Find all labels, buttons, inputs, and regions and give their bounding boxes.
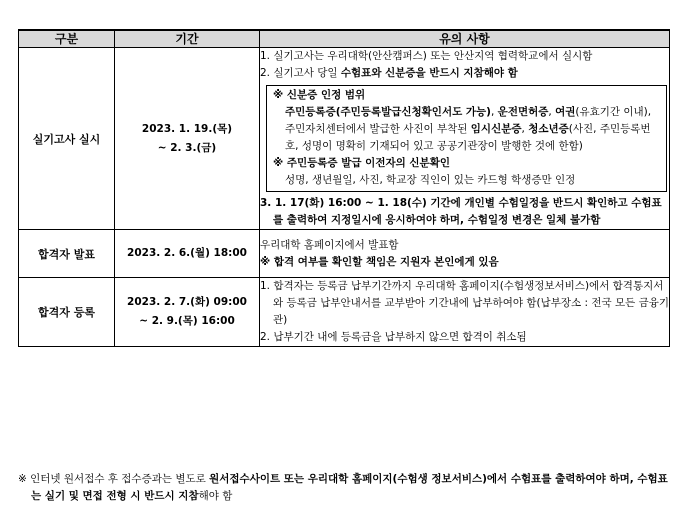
row-category: 합격자 발표 (19, 230, 115, 278)
footer-plain: 해야 함 (198, 490, 233, 502)
box-heading: ※ 신분증 인정 범위 (273, 89, 366, 101)
row-period (115, 278, 260, 347)
footer-emphasis: 원서접수사이트 또는 우리대학 홈페이지(수험생 정보서비스)에서 수험표를 출력하여야 하며, 수험표는 실기 및 면접 전형 시 반드시 지참 (31, 473, 668, 502)
period-line: ~ 2. 9.(목) 16:00 (139, 315, 235, 327)
row-notes (260, 278, 670, 347)
header-period: 기간 (115, 30, 260, 48)
schedule-table (18, 29, 670, 347)
box-body (273, 104, 660, 155)
id-type: 임시신분증 (470, 123, 522, 135)
footer-note (18, 471, 670, 505)
note-item (260, 65, 669, 82)
box-text: , (490, 106, 498, 118)
table-header-row (19, 30, 670, 48)
box-text: , (548, 106, 556, 118)
table-row (19, 230, 670, 278)
table-row (19, 48, 670, 230)
note-text: 2. 실기고사 당일 (260, 67, 341, 79)
note-item: 2. 납부기간 내에 등록금을 납부하지 않으면 합격이 취소됨 (260, 331, 527, 343)
box-text: (사진, 주민등록번호, 성명이 명확히 기재되어 있고 공공기관장이 발행한 것에 한함) (285, 123, 651, 152)
row-period: 2023. 2. 6.(월) 18:00 (115, 230, 260, 278)
row-period (115, 48, 260, 230)
footer-plain: ※ 인터넷 원서접수 후 접수증과는 별도로 (18, 473, 210, 485)
row-notes (260, 230, 670, 278)
period-line: ~ 2. 3.(금) (157, 141, 217, 154)
note-item: 1. 합격자는 등록금 납부기간까지 우리대학 홈페이지(수험생정보서비스)에서 합격통지서와 등록금 납부안내서를 교부받아 기간내에 납부하여야 함(납부장소 : 전국 모든 금융기관) (260, 280, 670, 326)
box-heading: ※ 주민등록증 발급 이전자의 신분확인 (273, 157, 450, 169)
id-type: 운전면허증 (497, 106, 549, 118)
row-notes (260, 48, 670, 230)
table-row (19, 278, 670, 347)
period-line: 2023. 1. 19.(목) (141, 122, 233, 135)
id-type: 여권 (555, 106, 576, 118)
header-notes: 유의 사항 (260, 30, 670, 48)
note-item: 우리대학 홈페이지에서 발표함 (260, 238, 399, 251)
row-category: 합격자 등록 (19, 278, 115, 347)
period-line: 2023. 2. 7.(화) 09:00 (127, 296, 247, 308)
row-category: 실기고사 실시 (19, 48, 115, 230)
note-item: 1. 실기고사는 우리대학(안산캠퍼스) 또는 안산지역 협력학교에서 실시함 (260, 50, 593, 62)
note-item: 3. 1. 17(화) 16:00 ~ 1. 18(수) 기간에 개인별 수험일정을 반드시 확인하고 수험표를 출력하여 지정일시에 응시하여야 하며, 수험일정 변경은 일체 불가함 (260, 197, 662, 226)
box-body: 성명, 생년월일, 사진, 학교장 직인이 있는 카드형 학생증만 인정 (285, 174, 576, 186)
footer-text (18, 471, 670, 505)
box-text: (유효기간 이내), 주민자치센터에서 발급한 사진이 부착된 (285, 106, 652, 135)
box-text: , (521, 123, 529, 135)
note-item: ※ 합격 여부를 확인할 책임은 지원자 본인에게 있음 (260, 255, 499, 268)
id-info-box (266, 85, 667, 192)
id-type: 주민등록증(주민등록발급신청확인서도 가능) (285, 106, 491, 118)
note-emphasis: 수험표와 신분증을 반드시 지참해야 함 (340, 67, 518, 79)
header-category: 구분 (19, 30, 115, 48)
id-type: 청소년증 (528, 123, 569, 135)
